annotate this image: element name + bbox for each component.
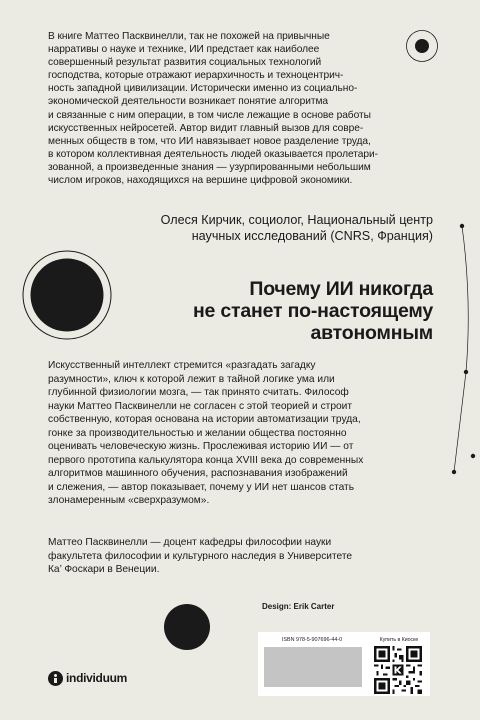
description-line: и слежения, — автор показывает, почему у ИИ нет шансов стать — [48, 481, 355, 493]
description-line: алгоритмов машинного обучения, распознавания изображений — [48, 468, 348, 479]
quote-line: господства, которые отражают иерархичность и техноцентрич- — [48, 70, 344, 82]
design-credit: Design: Erik Carter — [262, 602, 335, 611]
description-line: науки Маттео Пасквинелли не согласен с этой теорией и строит — [48, 400, 353, 412]
description-line: злонамеренным «сверхразумом». — [48, 495, 210, 506]
quote-line: искусственных нейросетей. Автор видит главный вызов для совре- — [48, 122, 364, 134]
heading-line: автономным — [310, 322, 433, 344]
attribution-line: Олеся Кирчик, социолог, Национальный центр — [160, 213, 433, 227]
publisher-logo — [48, 668, 127, 688]
quote-line: и связанные с ним операции, в том числе лежащие в основе работы — [48, 109, 371, 121]
description-line: собственную, которая основана на истории автоматизации труда, — [48, 414, 361, 425]
bio-line: Маттео Пасквинелли — доцент кафедры философии науки — [48, 537, 332, 548]
buy-label: Купить в Киоске — [379, 637, 419, 643]
heading-line: не станет по-настоящему — [192, 300, 433, 322]
individuum-logo-icon — [48, 671, 63, 686]
quote-line: ность западной цивилизации. Исторически именно из социально- — [48, 83, 358, 95]
quote-attribution — [90, 212, 433, 244]
quote-line: числом игроков, находящихся на вершине цифровой экономики. — [48, 175, 353, 187]
bio-line: Ка’ Фоскари в Венеции. — [48, 564, 160, 575]
description-line: Искусственный интеллект стремится «разгадать загадку — [48, 360, 316, 371]
barcode-panel — [258, 632, 430, 696]
quote-line: В книге Маттео Пасквинелли, так не похожей на привычные — [48, 31, 330, 42]
qr-code-icon — [374, 646, 422, 694]
publisher-name: individuum — [66, 671, 127, 685]
description-line: первого прототипа калькулятора конца XVIII века до современных — [48, 454, 364, 466]
quote-line: в котором коллективная деятельность людей оказывается пролетари- — [48, 148, 378, 160]
description-line: разумности», ключ к которой лежит в тайной логике ума или — [48, 373, 335, 385]
quote-line: менных обществ в том, что ИИ навязывает новое разделение труда, — [48, 135, 371, 147]
quote-line: нарративы о науке и технике, ИИ предстает как наиболее — [48, 44, 320, 56]
attribution-line: научных исследований (CNRS, Франция) — [191, 229, 433, 243]
ring-circle-left — [23, 251, 111, 339]
quote-line: совершенный результат развития социальных технологий — [48, 57, 322, 69]
quote-line: экономической деятельности возникает понятие алгоритма — [48, 96, 329, 108]
quote-line: зованной, а произведенные знания — узурпированными небольшим — [48, 161, 371, 173]
author-bio — [48, 536, 433, 577]
isbn-text: ISBN 978-5-907696-44-0 — [281, 637, 343, 643]
solid-circle-bottom — [164, 604, 210, 650]
description-line: оценивать человеческую жизнь. Прослеживая историю ИИ — от — [48, 441, 354, 452]
description-line: гонке за производительностью и желании общества постоянно — [48, 427, 347, 439]
heading-line: Почему ИИ никогда — [249, 278, 433, 300]
cover-heading — [150, 278, 433, 344]
description-line: глубинной физиологии мозга, — так принято считать. Философ — [48, 387, 349, 398]
quote-block — [48, 30, 433, 187]
barcode-placeholder — [264, 647, 362, 687]
bio-line: факультета философии и культурного наследия в Университете — [48, 550, 353, 562]
orbit-arc-right — [452, 224, 475, 474]
book-description — [48, 359, 433, 508]
